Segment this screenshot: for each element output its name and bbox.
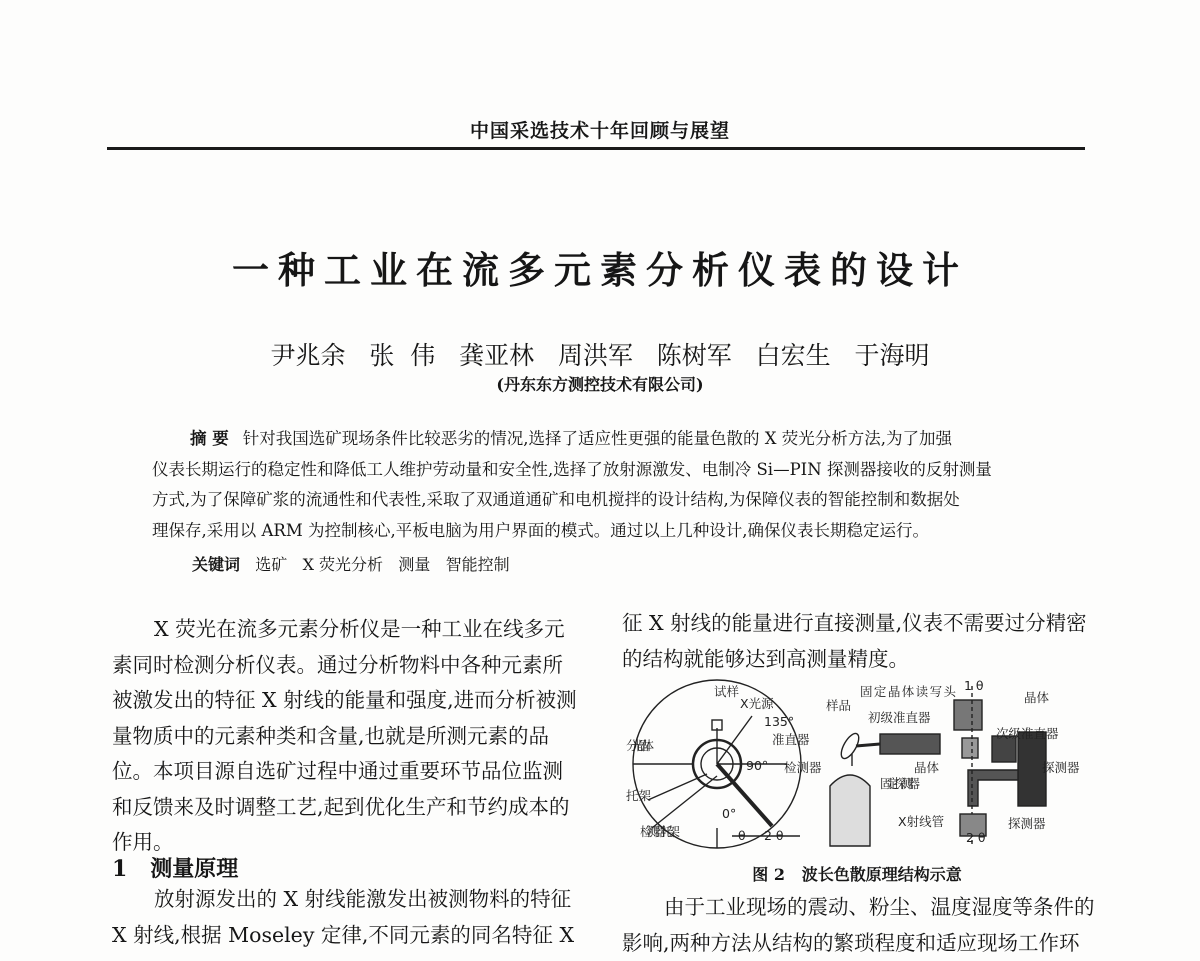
- label-secondary-collimator: 次级准直器: [996, 726, 1059, 741]
- abstract-line: 仪表长期运行的稳定性和降低工人维护劳动量和安全性,选择了放射源激发、电制冷 Si—PIN 探测器接收的反射测量: [152, 455, 1048, 486]
- label-r-two-theta: 2 θ: [966, 830, 986, 845]
- keywords: [192, 552, 510, 575]
- label-detector: 检测器: [784, 760, 822, 775]
- left-column: [112, 612, 582, 861]
- keyword: 测量: [398, 555, 430, 574]
- label-crystal: 分光晶体: [626, 738, 654, 753]
- crystal: [962, 738, 978, 758]
- label-r-detector: 探测器: [1042, 760, 1080, 775]
- author-list: 尹兆余 张 伟 龚亚林 周洪军 陈树军 白宏生 于海明: [0, 336, 1200, 372]
- running-header: 中国采选技术十年回顾与展望: [0, 116, 1200, 143]
- crystal-head: [954, 700, 982, 730]
- abstract-line: 摘 要 针对我国选矿现场条件比较恶劣的情况,选择了适应性更强的能量色散的 X 荧光分析方法,为了加强: [152, 424, 1048, 455]
- label-xray-source: X光源: [740, 696, 774, 711]
- abstract-line: 方式,为了保障矿浆的流通性和代表性,采取了双通道通矿和电机搅拌的设计结构,为保障仪表的智能控制和数据处: [152, 485, 1048, 516]
- label-r-crystal2: 晶体: [914, 760, 940, 775]
- bracket-line: [648, 774, 707, 800]
- keywords-label: 关键词: [192, 555, 240, 574]
- abstract: [152, 424, 1048, 546]
- section-title: 测量原理: [150, 856, 238, 882]
- paragraph-line: 位。本项目源自选矿过程中通过重要环节品位监测: [112, 754, 582, 790]
- keyword: 选矿: [255, 555, 287, 574]
- article-title: 一种工业在流多元素分析仪表的设计: [0, 240, 1200, 294]
- right-column: [622, 606, 1092, 677]
- paragraph-line: X 荧光在流多元素分析仪是一种工业在线多元: [112, 612, 582, 648]
- beam-to-collimator: [856, 744, 880, 746]
- label-one-theta: 1 θ: [964, 678, 984, 693]
- keyword: 智能控制: [446, 555, 510, 574]
- label-fixed-crystal-head: 固定晶体读写头: [860, 684, 956, 699]
- paragraph-line: 和反馈来及时调整工艺,起到优化生产和节约成本的: [112, 790, 582, 826]
- paragraph-line: 征 X 射线的能量进行直接测量,仪表不需要过分精密: [622, 606, 1092, 642]
- paragraph-line: 放射源发出的 X 射线能激发出被测物料的特征: [112, 882, 582, 918]
- label-theta: θ: [738, 828, 746, 843]
- label-two-theta: 2 θ: [764, 828, 784, 843]
- label-sample: 试样: [714, 684, 740, 699]
- paragraph-line: 作用。: [112, 825, 582, 861]
- paragraph-line: 影响,两种方法从结构的繁琐程度和适应现场工作环: [622, 926, 1092, 961]
- figure-caption: 图 2 波长色散原理结构示意: [622, 862, 1092, 885]
- keyword: X 荧光分析: [303, 555, 383, 574]
- label-zero: 0°: [722, 806, 736, 821]
- label-xray-tube: X射线管: [898, 814, 944, 829]
- paragraph-line: 被激发出的特征 X 射线的能量和强度,进而分析被测: [112, 683, 582, 719]
- label-r-detector2: 探测器: [1008, 816, 1046, 831]
- figure-diagram: [622, 676, 1092, 856]
- label-bracket: 托架: [626, 788, 652, 803]
- label-primary-collimator: 初级准直器: [868, 710, 931, 725]
- goniometer-diagram: [633, 680, 801, 848]
- section-number: 1: [112, 856, 127, 882]
- right-column-continued: [622, 890, 1092, 961]
- paragraph-line: 量物质中的元素种类和含量,也就是所测元素的品: [112, 719, 582, 755]
- label-r-crystal: 晶体: [1024, 690, 1050, 705]
- label-90: 90°: [746, 758, 768, 773]
- xray-tube: [830, 775, 870, 846]
- label-collimator: 准直器: [772, 732, 810, 747]
- paragraph-line: X 射线,根据 Moseley 定律,不同元素的同名特征 X: [112, 918, 582, 954]
- affiliation: (丹东东方测控技术有限公司): [0, 372, 1200, 395]
- primary-collimator: [880, 734, 940, 754]
- label-detector-bracket: 检测器托架: [640, 824, 680, 839]
- label-135: 135°: [764, 714, 794, 729]
- header-rule: [107, 147, 1085, 150]
- paragraph-line: 的结构就能够达到高测量精度。: [622, 642, 1092, 678]
- paragraph-line: 由于工业现场的震动、粉尘、温度湿度等条件的: [622, 890, 1092, 926]
- abstract-label: 摘 要: [190, 429, 229, 448]
- label-fixed-detector: 固定探测器: [880, 776, 920, 791]
- detector-bracket: [968, 770, 1018, 806]
- left-column-continued: [112, 882, 582, 953]
- paragraph-line: 素同时检测分析仪表。通过分析物料中各种元素所: [112, 648, 582, 684]
- section-heading: [112, 852, 238, 883]
- label-r-sample: 样品: [826, 698, 851, 713]
- abstract-line: 理保存,采用以 ARM 为控制核心,平板电脑为用户界面的模式。通过以上几种设计,确保仪表长期稳定运行。: [152, 516, 1048, 547]
